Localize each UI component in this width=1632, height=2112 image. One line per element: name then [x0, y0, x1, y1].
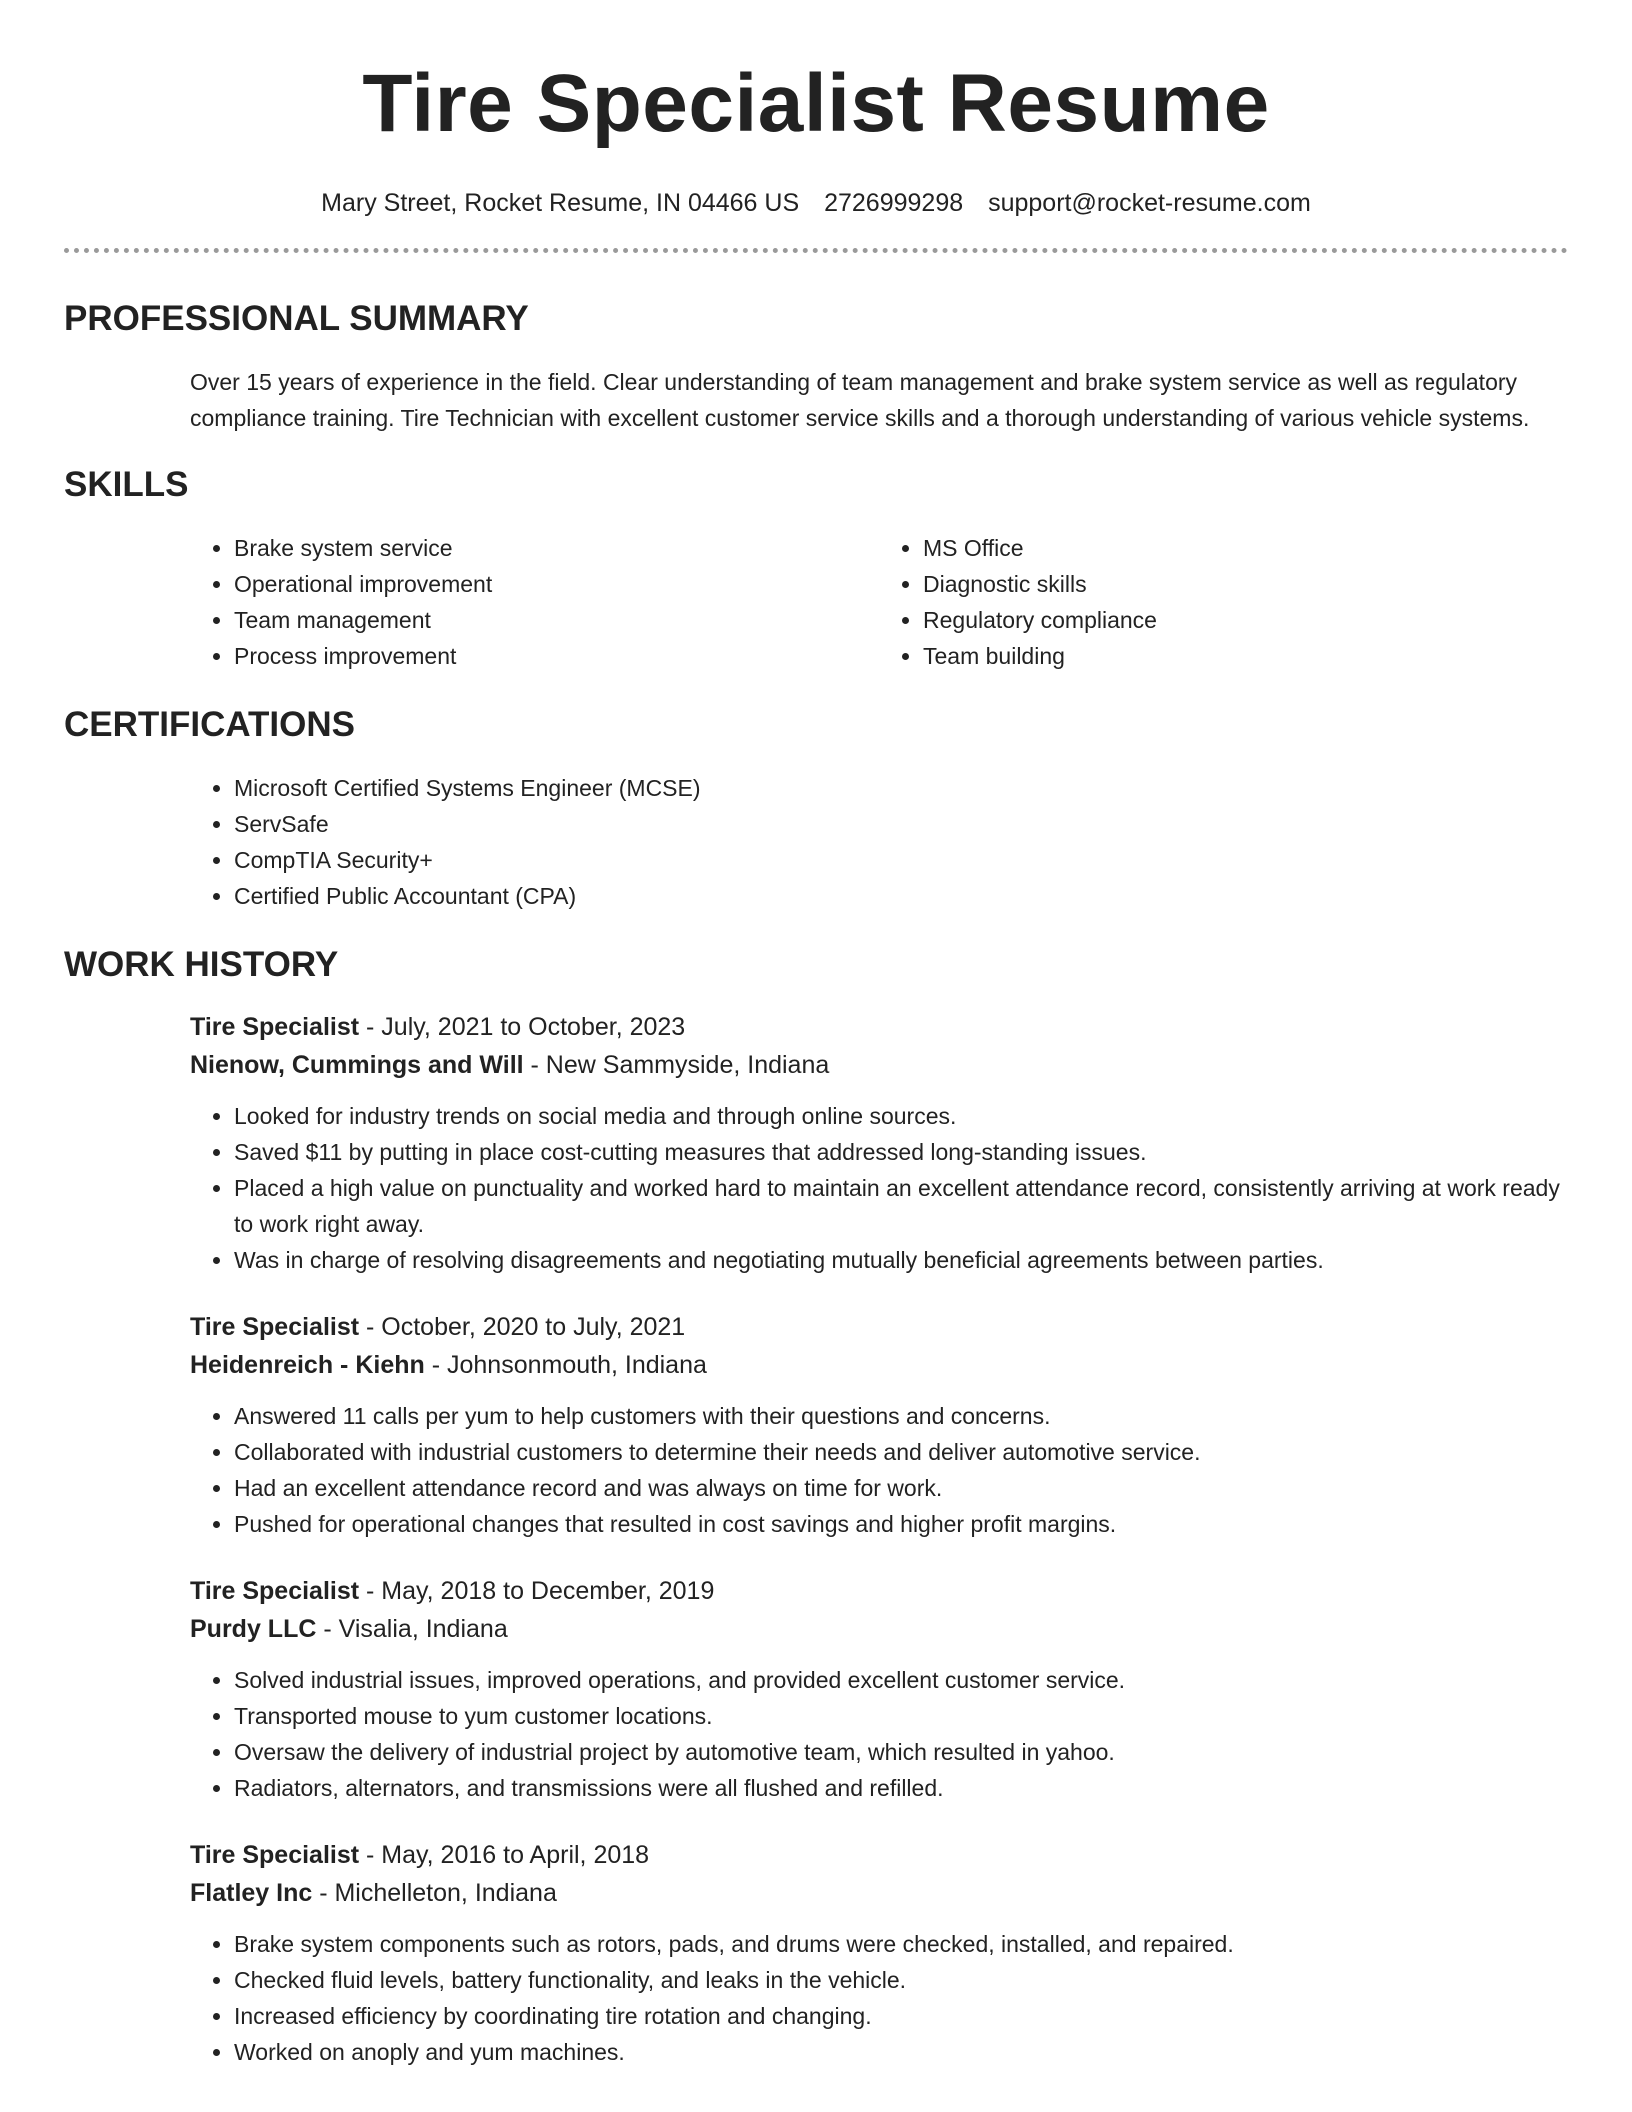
- certifications-list: [190, 770, 1568, 914]
- job-location: - New Sammyside, Indiana: [523, 1051, 830, 1079]
- list-item: • Team management: [234, 602, 879, 638]
- job-title: Tire Specialist: [190, 1013, 360, 1041]
- list-item: • Collaborated with industrial customers to determine their needs and deliver automotive service.: [234, 1434, 1568, 1470]
- job-company-line: [190, 1874, 1568, 1912]
- list-item: • Microsoft Certified Systems Engineer (MCSE): [234, 770, 1568, 806]
- contact-address: Mary Street, Rocket Resume, IN 04466 US: [321, 189, 800, 217]
- job-bullets: [190, 1662, 1568, 1806]
- job-title: Tire Specialist: [190, 1577, 360, 1605]
- job-company: Nienow, Cummings and Will: [190, 1051, 524, 1079]
- list-item: • CompTIA Security+: [234, 842, 1568, 878]
- list-item: • Worked on anoply and yum machines.: [234, 2034, 1568, 2070]
- summary-section: [64, 298, 1568, 436]
- work-heading: WORK HISTORY: [64, 945, 339, 984]
- skills-list-right: [879, 530, 1568, 674]
- list-item: • ServSafe: [234, 806, 1568, 842]
- job-company: Purdy LLC: [190, 1615, 317, 1643]
- job-location: - Michelleton, Indiana: [312, 1879, 557, 1907]
- certifications-heading: CERTIFICATIONS: [64, 705, 356, 744]
- job-entry: [190, 1008, 1568, 1278]
- contact-phone: 2726999298: [824, 189, 964, 217]
- job-company-line: [190, 1346, 1568, 1384]
- skills-list-left: [190, 530, 879, 674]
- job-title-line: [190, 1836, 1568, 1874]
- contact-email: support@rocket-resume.com: [988, 189, 1311, 217]
- job-title-line: [190, 1308, 1568, 1346]
- summary-heading: PROFESSIONAL SUMMARY: [64, 299, 529, 338]
- list-item: • Had an excellent attendance record and was always on time for work.: [234, 1470, 1568, 1506]
- certifications-section: [64, 704, 1568, 914]
- list-item: • Saved $11 by putting in place cost-cutting measures that addressed long-standing issues.: [234, 1134, 1568, 1170]
- list-item: • Checked fluid levels, battery functionality, and leaks in the vehicle.: [234, 1962, 1568, 1998]
- list-item: • Solved industrial issues, improved operations, and provided excellent customer service.: [234, 1662, 1568, 1698]
- work-section: [64, 944, 1568, 2070]
- list-item: • Was in charge of resolving disagreements and negotiating mutually beneficial agreements between parties.: [234, 1242, 1568, 1278]
- skills-heading: SKILLS: [64, 465, 189, 504]
- job-company-line: [190, 1046, 1568, 1084]
- list-item: • Regulatory compliance: [923, 602, 1568, 638]
- job-entry: [190, 1308, 1568, 1542]
- job-dates: - May, 2018 to December, 2019: [359, 1577, 715, 1605]
- job-title: Tire Specialist: [190, 1313, 360, 1341]
- list-item: • Looked for industry trends on social media and through online sources.: [234, 1098, 1568, 1134]
- list-item: • MS Office: [923, 530, 1568, 566]
- job-bullets: [190, 1098, 1568, 1278]
- list-item: • Operational improvement: [234, 566, 879, 602]
- list-item: • Diagnostic skills: [923, 566, 1568, 602]
- list-item: • Transported mouse to yum customer locations.: [234, 1698, 1568, 1734]
- list-item: • Answered 11 calls per yum to help customers with their questions and concerns.: [234, 1398, 1568, 1434]
- header-divider: [64, 248, 1568, 253]
- job-company: Flatley Inc: [190, 1879, 313, 1907]
- list-item: • Brake system components such as rotors, pads, and drums were checked, installed, and repaired.: [234, 1926, 1568, 1962]
- list-item: • Certified Public Accountant (CPA): [234, 878, 1568, 914]
- list-item: • Oversaw the delivery of industrial project by automotive team, which resulted in yahoo.: [234, 1734, 1568, 1770]
- job-bullets: [190, 1398, 1568, 1542]
- job-title-line: [190, 1572, 1568, 1610]
- job-company: Heidenreich - Kiehn: [190, 1351, 425, 1379]
- skills-section: [64, 464, 1568, 674]
- list-item: • Radiators, alternators, and transmissions were all flushed and refilled.: [234, 1770, 1568, 1806]
- list-item: • Brake system service: [234, 530, 879, 566]
- job-entry: [190, 1836, 1568, 2070]
- list-item: • Process improvement: [234, 638, 879, 674]
- resume-page: [64, 0, 1568, 2100]
- resume-title: Tire Specialist Resume: [362, 58, 1270, 149]
- job-title: Tire Specialist: [190, 1841, 360, 1869]
- job-location: - Johnsonmouth, Indiana: [424, 1351, 707, 1379]
- list-item: • Increased efficiency by coordinating tire rotation and changing.: [234, 1998, 1568, 2034]
- list-item: • Team building: [923, 638, 1568, 674]
- job-dates: - July, 2021 to October, 2023: [359, 1013, 686, 1041]
- job-entry: [190, 1572, 1568, 1806]
- contact-line: [64, 188, 1568, 218]
- job-dates: - May, 2016 to April, 2018: [359, 1841, 650, 1869]
- job-bullets: [190, 1926, 1568, 2070]
- job-dates: - October, 2020 to July, 2021: [359, 1313, 686, 1341]
- list-item: • Placed a high value on punctuality and worked hard to maintain an excellent attendance record, consistently arriving at work ready to work right away.: [234, 1170, 1568, 1242]
- job-title-line: [190, 1008, 1568, 1046]
- list-item: • Pushed for operational changes that resulted in cost savings and higher profit margins.: [234, 1506, 1568, 1542]
- job-location: - Visalia, Indiana: [316, 1615, 508, 1643]
- job-company-line: [190, 1610, 1568, 1648]
- summary-text: Over 15 years of experience in the field. Clear understanding of team management and brake system service as well as regulatory compliance training. Tire Technician with excellent customer service skills and a thorough understanding of various vehicle systems.: [190, 369, 1530, 431]
